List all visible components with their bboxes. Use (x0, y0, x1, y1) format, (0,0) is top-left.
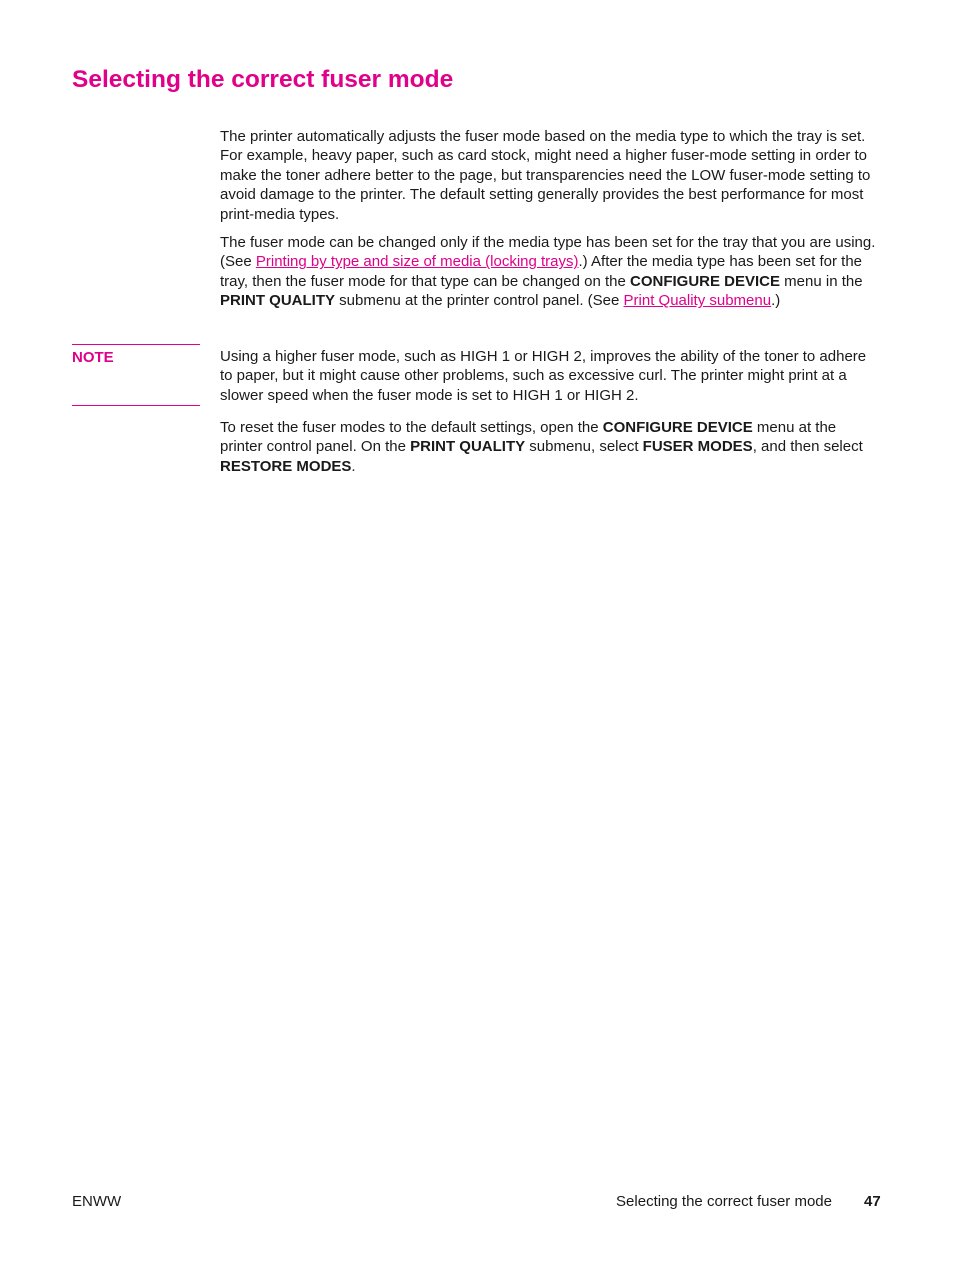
text-run: submenu, select (525, 438, 643, 456)
fuser-change-paragraph (220, 233, 880, 311)
text-run: submenu at the printer control panel. (See (335, 292, 624, 310)
text-run: The fuser mode can be changed only if the media type has been set for the tray that you are using. (See (220, 234, 876, 271)
text-run: menu at the printer control panel. On the (220, 419, 837, 456)
text-run: menu in the (780, 272, 863, 290)
link-print-quality-submenu[interactable]: Print Quality submenu (623, 292, 772, 310)
footer-left-label: ENWW (72, 1193, 122, 1210)
note-top-rule (72, 344, 200, 345)
bold-print-quality: PRINT QUALITY (410, 438, 526, 456)
footer-section-title: Selecting the correct fuser mode (616, 1193, 832, 1210)
note-text: Using a higher fuser mode, such as HIGH 1 or HIGH 2, improves the ability of the toner to adhere to paper, but it might cause other problems, such as excessive curl. The printer might print at a slower speed when the fuser mode is set to HIGH 1 or HIGH 2. (220, 348, 867, 404)
text-run: .) (771, 292, 781, 310)
bold-configure-device: CONFIGURE DEVICE (630, 272, 781, 290)
page-number: 47 (864, 1193, 881, 1210)
bold-configure-device: CONFIGURE DEVICE (602, 419, 753, 436)
bold-print-quality: PRINT QUALITY (220, 292, 335, 310)
link-printing-by-type[interactable]: Printing by type and size of media (locking trays) (255, 253, 579, 271)
text-run: To reset the fuser modes to the default settings, open the (220, 419, 603, 436)
bold-restore-modes: RESTORE MODES (220, 457, 352, 475)
page-title: Selecting the correct fuser mode (72, 66, 454, 93)
intro-paragraph: The printer automatically adjusts the fuser mode based on the media type to which the tray is set. For example, heavy paper, such as card stock, might need a higher fuser-mode setting in order to make the toner adhere better to the page, but transparencies need the LOW fuser-mode setting to avoid damage to the printer. The default setting generally provides the best performance for most print-media types. (220, 128, 871, 223)
note-label: NOTE (72, 349, 114, 366)
text-run: , and then select (752, 438, 863, 456)
text-run: .) After the media type has been set for the tray, then the fuser mode for that type can be changed on the (220, 253, 863, 290)
reset-paragraph (220, 418, 880, 476)
text-run: . (351, 457, 356, 475)
bold-fuser-modes: FUSER MODES (642, 438, 753, 456)
note-bottom-rule (72, 405, 200, 406)
